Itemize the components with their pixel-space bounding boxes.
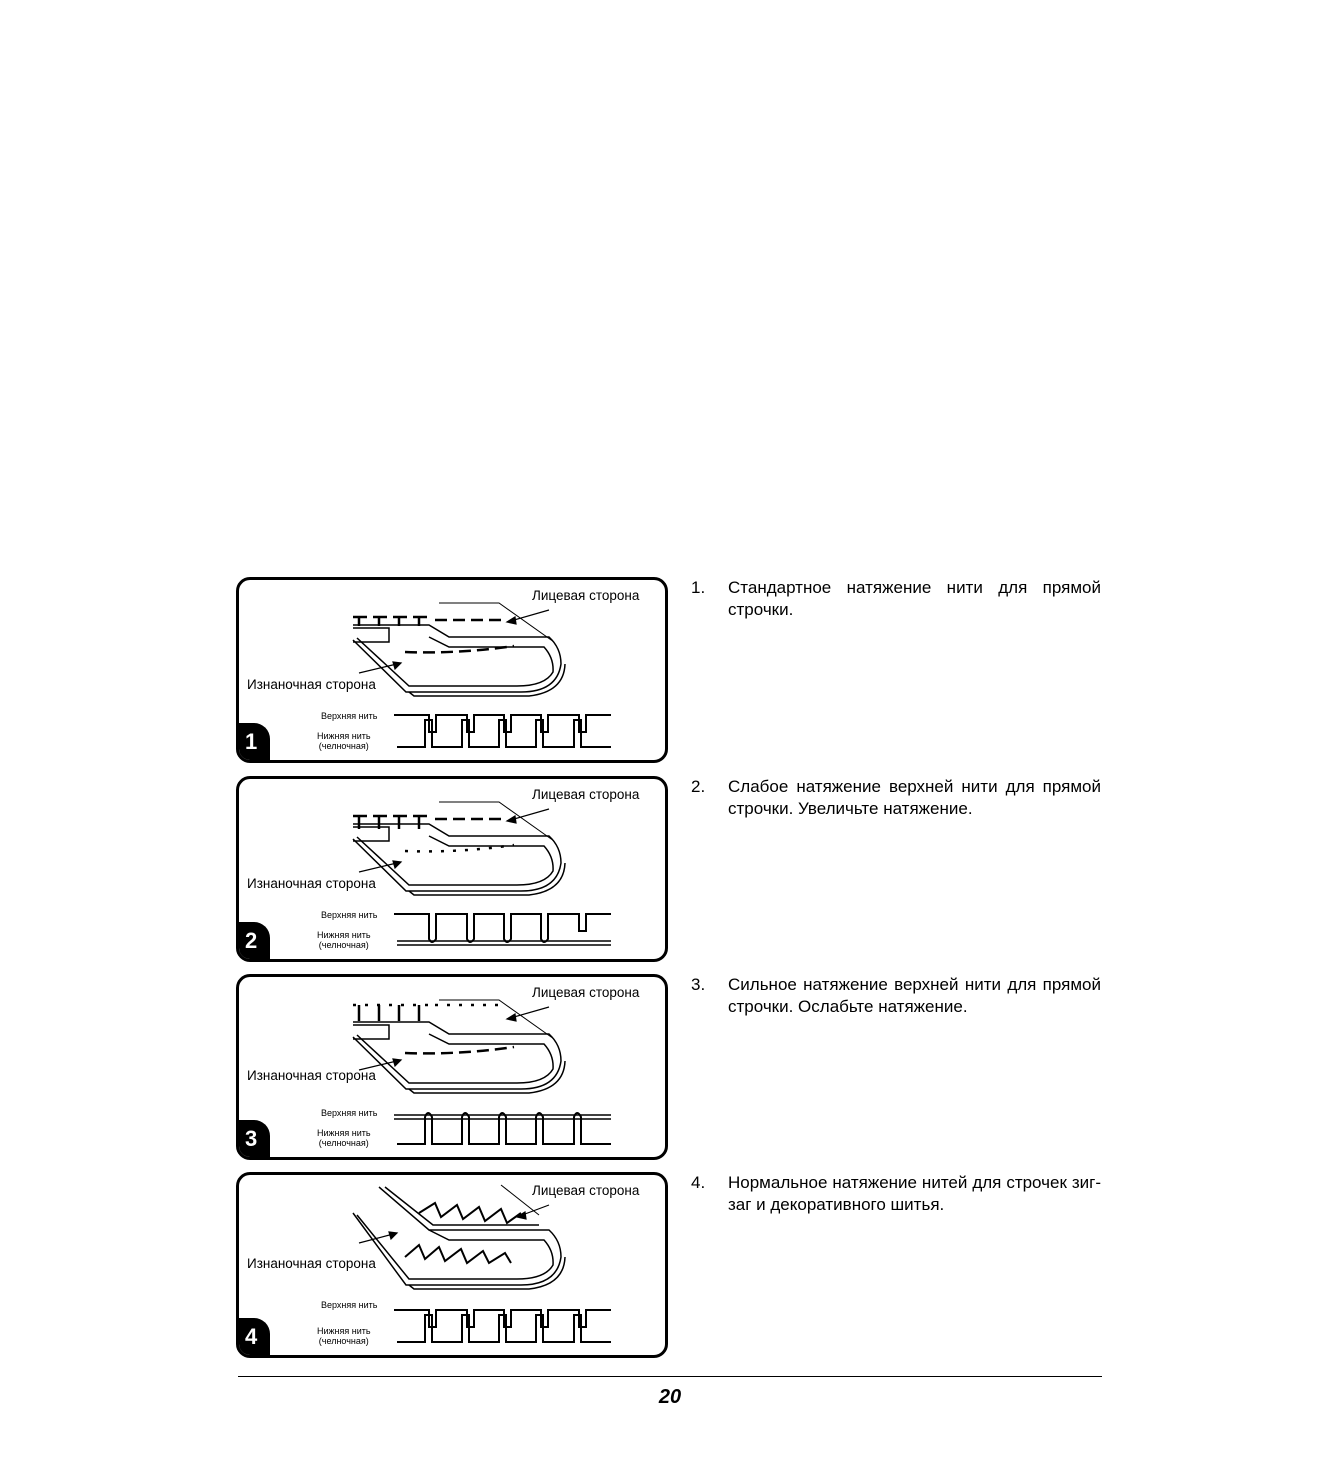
- back-side-label: Изнаночная сторона: [247, 876, 376, 891]
- item-number: 3.: [691, 975, 706, 994]
- item-number: 2.: [691, 777, 706, 796]
- item-text: Сильное натяжение верхней нити для прямой строчки. Ослабьте натяжение.: [728, 975, 1101, 1016]
- description-item-4: [691, 1172, 1101, 1216]
- lower-thread-label: Нижняя нить (челночная): [317, 1326, 371, 1346]
- illustration-panel-2: [236, 776, 668, 962]
- back-side-label: Изнаночная сторона: [247, 1256, 376, 1271]
- illustration-panel-3: [236, 974, 668, 1160]
- fabric-diagram: [239, 779, 668, 962]
- panel-number-badge: 3: [236, 1120, 270, 1160]
- item-number: 4.: [691, 1173, 706, 1192]
- upper-thread-label: Верхняя нить: [321, 910, 378, 920]
- back-side-label: Изнаночная сторона: [247, 1068, 376, 1083]
- face-side-label: Лицевая сторона: [532, 1183, 640, 1198]
- item-text: Нормальное натяжение нитей для строчек зиг-заг и декоративного шитья.: [728, 1173, 1101, 1214]
- upper-thread-label: Верхняя нить: [321, 1108, 378, 1118]
- face-side-label: Лицевая сторона: [532, 787, 640, 802]
- footer-divider: [238, 1376, 1102, 1377]
- description-item-1: [691, 577, 1101, 621]
- item-text: Слабое натяжение верхней нити для прямой строчки. Увеличьте натяжение.: [728, 777, 1101, 818]
- lower-thread-label: Нижняя нить (челночная): [317, 930, 371, 950]
- face-side-label: Лицевая сторона: [532, 985, 640, 1000]
- lower-thread-label: Нижняя нить (челночная): [317, 1128, 371, 1148]
- page-number: 20: [658, 1386, 682, 1408]
- upper-thread-label: Верхняя нить: [321, 1300, 378, 1310]
- item-text: Стандартное натяжение нити для прямой строчки.: [728, 578, 1101, 619]
- lower-thread-label: Нижняя нить (челночная): [317, 731, 371, 751]
- illustration-panel-1: [236, 577, 668, 763]
- description-item-3: [691, 974, 1101, 1018]
- panel-number-badge: 1: [236, 723, 270, 763]
- illustration-panel-4: [236, 1172, 668, 1358]
- item-number: 1.: [691, 578, 706, 597]
- panel-number-badge: 4: [236, 1318, 270, 1358]
- description-item-2: [691, 776, 1101, 820]
- upper-thread-label: Верхняя нить: [321, 711, 378, 721]
- fabric-diagram: [239, 580, 668, 763]
- panel-number-badge: 2: [236, 922, 270, 962]
- face-side-label: Лицевая сторона: [532, 588, 640, 603]
- back-side-label: Изнаночная сторона: [247, 677, 376, 692]
